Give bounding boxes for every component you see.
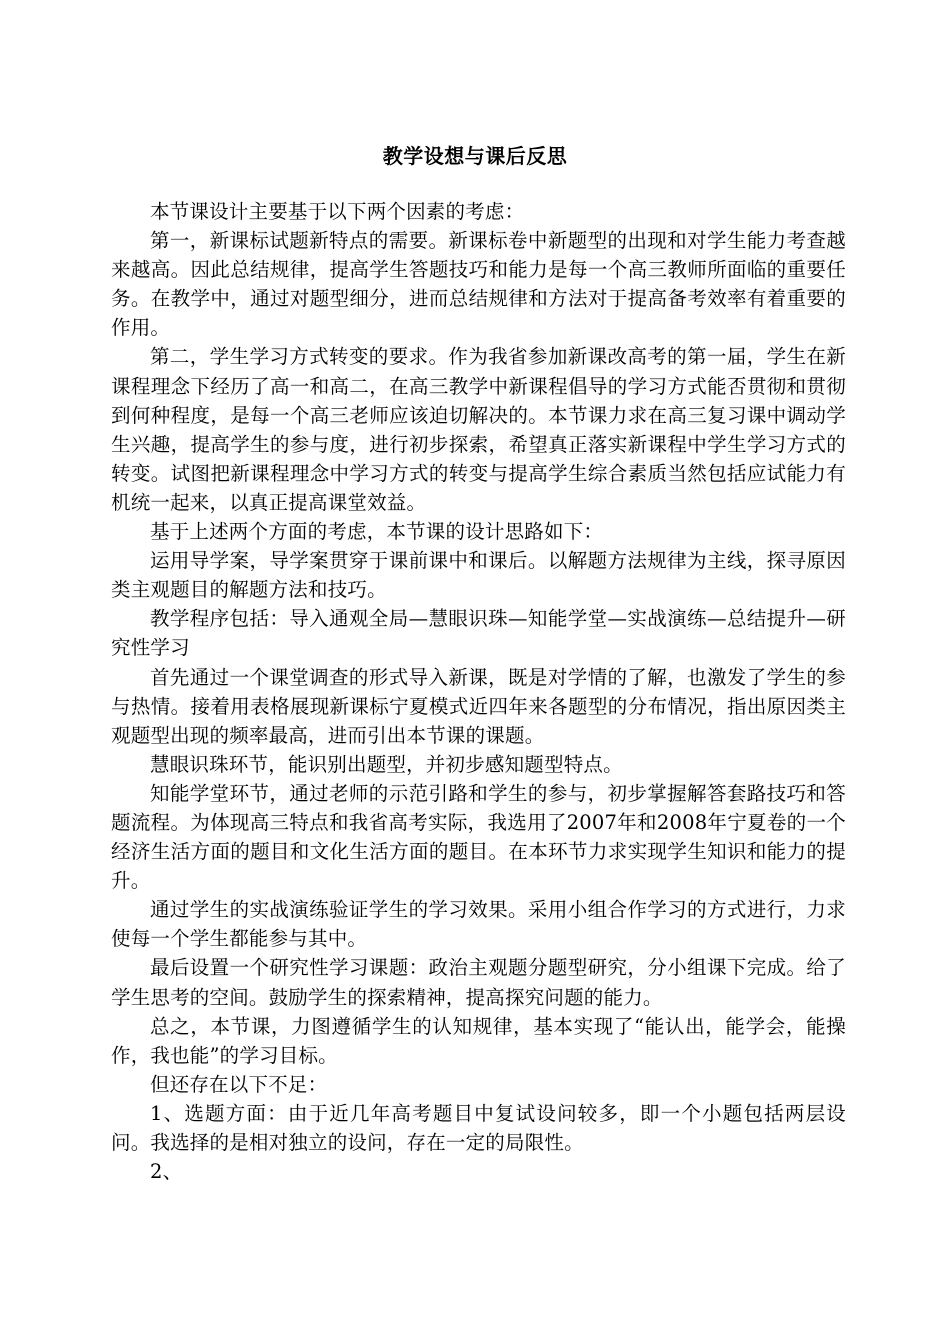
paragraph-guided-plan: 运用导学案，导学案贯穿于课前课中和课后。以解题方法规律为主线，探寻原因类主观题目的解题方法和技巧。 — [111, 549, 846, 602]
paragraph-shortcoming-1: 1、选题方面：由于近几年高考题目中复试设问较多，即一个小题包括两层设问。我选择的是相对独立的设问，存在一定的局限性。 — [111, 1101, 846, 1154]
paragraph-practice-step: 通过学生的实战演练验证学生的学习效果。采用小组合作学习的方式进行，力求使每一个学生都能参与其中。 — [111, 898, 846, 951]
paragraph-identify-step: 慧眼识珠环节，能识别出题型，并初步感知题型特点。 — [150, 752, 623, 776]
paragraph-second-reason: 第二，学生学习方式转变的要求。作为我省参加新课改高考的第一届，学生在新课程理念下经历了高一和高二，在高三教学中新课程倡导的学习方式能否贯彻和贯彻到何种程度，是每一个高三老师应该迫切解决的。本节课力求在高三复习课中调动学生兴趣，提高学生的参与度，进行初步探索，希望真正落实新课程中学生学习方式的转变。试图把新课程理念中学习方式的转变与提高学生综合素质当然包括应试能力有机统一起来，以真正提高课堂效益。 — [111, 345, 846, 514]
document-title: 教学设想与课后反思 — [382, 144, 568, 168]
paragraph-summary: 总之，本节课，力图遵循学生的认知规律，基本实现了“能认出，能学会，能操作，我也能”的学习目标。 — [111, 1014, 846, 1067]
paragraph-research-step: 最后设置一个研究性学习课题：政治主观题分题型研究，分小组课下完成。给了学生思考的空间。鼓励学生的探索精神，提高探究问题的能力。 — [111, 956, 846, 1009]
paragraph-introduction-step: 首先通过一个课堂调查的形式导入新课，既是对学情的了解，也激发了学生的参与热情。接着用表格展现新课标宁夏模式近四年来各题型的分布情况，指出原因类主观题型出现的频率最高，进而引出本节课的课题。 — [111, 665, 846, 747]
paragraph-teaching-procedure: 教学程序包括：导入通观全局—慧眼识珠—知能学堂—实战演练—总结提升—研究性学习 — [111, 607, 846, 660]
paragraph-first-reason: 第一，新课标试题新特点的需要。新课标卷中新题型的出现和对学生能力考查越来越高。因此总结规律，提高学生答题技巧和能力是每一个高三教师所面临的重要任务。在教学中，通过对题型细分，进而总结规律和方法对于提高备考效率有着重要的作用。 — [111, 229, 846, 340]
paragraph-shortcoming-2: 2、 — [150, 1160, 183, 1184]
paragraph-knowledge-step: 知能学堂环节，通过老师的示范引路和学生的参与，初步掌握解答套路技巧和答题流程。为体现高三特点和我省高考实际，我选用了2007年和2008年宁夏卷的一个经济生活方面的题目和文化生活方面的题目。在本环节力求实现学生知识和能力的提升。 — [111, 781, 846, 893]
paragraph-shortcomings-heading: 但还存在以下不足： — [150, 1072, 328, 1096]
document-body — [111, 197, 846, 1186]
paragraph-intro: 本节课设计主要基于以下两个因素的考虑： — [150, 200, 525, 223]
paragraph-design-idea: 基于上述两个方面的考虑，本节课的设计思路如下： — [150, 520, 604, 544]
